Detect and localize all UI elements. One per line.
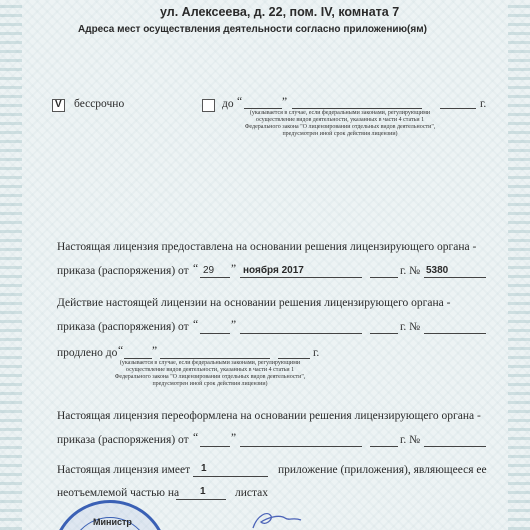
reissue-quote-open: “: [193, 432, 199, 444]
extension-line1: Действие настоящей лицензии на основании решения лицензирующего органа -: [57, 297, 451, 309]
extension-g-no: г. №: [400, 321, 421, 333]
decorative-border-right: [508, 0, 530, 530]
until-checkbox[interactable]: [202, 99, 215, 112]
basis-day: 29: [203, 265, 215, 276]
reissue-quote-close: ”: [231, 432, 237, 444]
until-year-line: [440, 108, 476, 109]
extension-number-line: [424, 333, 486, 334]
reissue-month-line: [240, 446, 362, 447]
appendix-count: 1: [201, 463, 207, 474]
until-day-line: [244, 108, 282, 109]
reissue-number-line: [424, 446, 486, 447]
integral-label: неотъемлемой частью на: [57, 487, 180, 499]
reissue-day-line: [200, 446, 230, 447]
official-seal: [52, 500, 168, 530]
extension-note: (указывается в случае, если федеральными законами, регулирующими осуществление видов деятельности, указанных в части 4 статьи 1 Федерального закона "О лицензировании отдельных видов деятельности", предусмотрен иной срок действия лицензии): [114, 360, 306, 387]
extension-day-line: [200, 333, 230, 334]
until-label: до: [222, 98, 234, 110]
until-month-line: [292, 108, 422, 109]
prolonged-label: продлено до: [57, 347, 118, 359]
reissue-g-no: г. №: [400, 434, 421, 446]
prolonged-day-line: [124, 358, 152, 359]
indefinite-checkbox[interactable]: [52, 99, 65, 112]
prolonged-quote-open: “: [118, 345, 124, 357]
quote-close: ”: [282, 96, 288, 108]
prolonged-year-suffix: г.: [313, 347, 320, 359]
appendix-count-line: [193, 476, 268, 477]
seal-text: Министр: [93, 517, 132, 527]
basis-day-line: [200, 277, 230, 278]
indefinite-label: бессрочно: [74, 98, 125, 110]
reissue-year-line: [370, 446, 398, 447]
extension-year-line: [370, 333, 398, 334]
quote-open: “: [237, 96, 243, 108]
basis-number: 5380: [426, 265, 449, 276]
basis-month-year: ноября 2017: [243, 265, 304, 276]
basis-g-no: г. №: [400, 265, 421, 277]
reissue-line1: Настоящая лицензия переоформлена на основании решения лицензирующего органа -: [57, 410, 481, 422]
year-suffix: г.: [480, 98, 487, 110]
reissue-order-label: приказа (распоряжения) от: [57, 434, 189, 446]
basis-month-line: [240, 277, 362, 278]
sheets-label: листах: [235, 487, 269, 499]
basis-quote-open: “: [193, 263, 199, 275]
activity-addresses-subtitle: Адреса мест осуществления деятельности согласно приложению(ям): [78, 24, 427, 35]
prolonged-month-line: [160, 358, 270, 359]
appendix-has-label: Настоящая лицензия имеет: [57, 464, 191, 476]
basis-year-line: [370, 277, 398, 278]
validity-note: (указывается в случае, если федеральными законами, регулирующими осуществление видов деятельности, указанных в части 4 статьи 1 Федерального закона "О лицензировании отдельных видов деятельности", предусмотрен иной срок действия лицензии): [244, 110, 436, 137]
extension-quote-close: ”: [231, 319, 237, 331]
basis-quote-close: ”: [231, 263, 237, 275]
signature: [245, 508, 305, 530]
checkbox-mark: V: [55, 99, 62, 110]
basis-number-line: [424, 277, 486, 278]
extension-month-line: [240, 333, 362, 334]
basis-line1: Настоящая лицензия предоставлена на основании решения лицензирующего органа -: [57, 241, 477, 253]
basis-order-label: приказа (распоряжения) от: [57, 265, 189, 277]
appendix-label: приложение (приложения), являющееся ее: [278, 464, 487, 476]
extension-quote-open: “: [193, 319, 199, 331]
prolonged-quote-close: ”: [152, 345, 158, 357]
decorative-border-left: [0, 0, 22, 530]
extension-order-label: приказа (распоряжения) от: [57, 321, 189, 333]
prolonged-year-line: [278, 358, 310, 359]
address-line: ул. Алексеева, д. 22, пом. IV, комната 7: [160, 5, 400, 19]
sheets-count: 1: [200, 486, 206, 497]
sheets-line: [176, 499, 226, 500]
